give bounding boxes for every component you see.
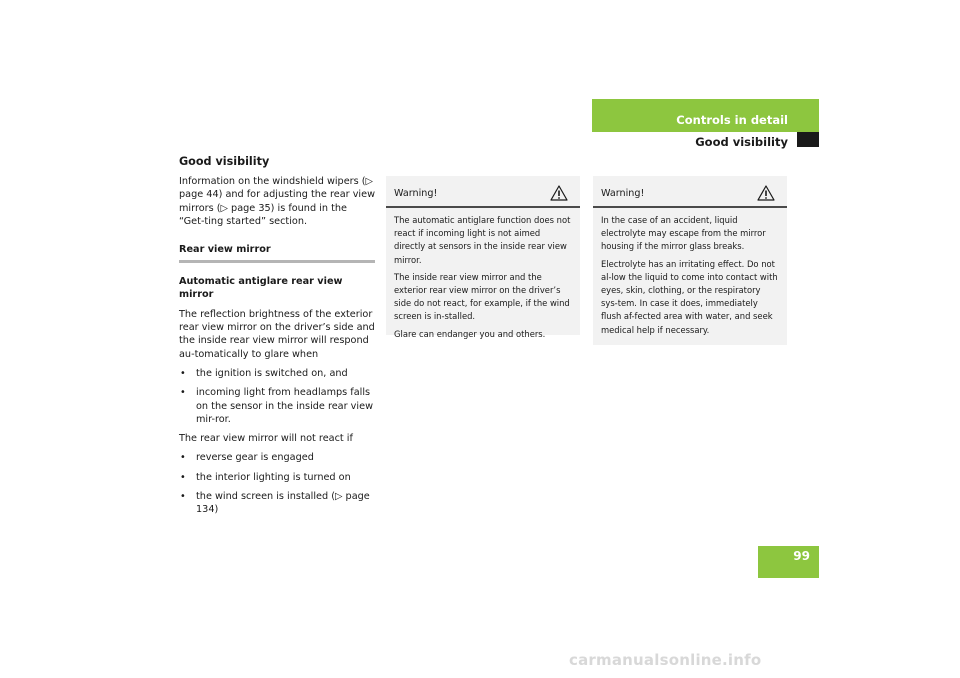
bullet: • [180, 491, 186, 503]
list-item [179, 367, 375, 380]
warning-paragraph: The automatic antiglare function does not react if incoming light is not aimed directly at sensors in the inside rear view mirror. [394, 215, 571, 265]
main-text-column [179, 155, 375, 523]
paragraph-no-react: The rear view mirror will not react if [179, 433, 353, 445]
warning-paragraph: Electrolyte has an irritating effect. Do not al-low the liquid to come into contact with eyes, skin, clothing, or the respiratory sys-tem. In case it does, immediately flush af-fected area with water, and seek medical help if necessary. [601, 258, 778, 335]
warning-triangle-icon [550, 185, 568, 201]
section-title-header: Good visibility [695, 135, 788, 149]
subheading-rear-view-mirror: Rear view mirror [179, 244, 271, 256]
page-number: 99 [793, 549, 810, 563]
warning-body [386, 208, 580, 353]
chapter-title: Controls in detail [676, 113, 788, 127]
list-item-text: the ignition is switched on, and [196, 367, 348, 379]
list-item-text: incoming light from headlamps falls on the sensor in the inside rear view mir-ror. [196, 387, 373, 425]
list-conditions [179, 367, 375, 426]
bullet: • [180, 367, 186, 379]
footer-watermark: carmanualsonline.info [569, 651, 762, 669]
list-item [179, 451, 375, 464]
list-item [179, 471, 375, 484]
bullet: • [180, 452, 186, 464]
bullet: • [180, 471, 186, 483]
list-item [179, 386, 375, 426]
warning-paragraph: The inside rear view mirror and the exterior rear view mirror on the driver’s side do not react, for example, if the wind screen is in-stalled. [394, 271, 570, 322]
subheading-rule [179, 260, 375, 263]
list-item-text: the wind screen is installed (▷ page 134) [196, 491, 370, 516]
warning-body [593, 208, 787, 349]
warning-paragraph: In the case of an accident, liquid electrolyte may escape from the mirror housing if the mirror glass breaks. [601, 215, 766, 252]
intro-paragraph: Information on the windshield wipers (▷ page 44) and for adjusting the rear view mirrors (▷ page 35) is found in the “Get-ting started” section. [179, 176, 376, 227]
list-exceptions [179, 451, 375, 516]
warning-header [593, 176, 787, 208]
warning-title: Warning! [394, 188, 438, 199]
warning-triangle-icon [757, 185, 775, 201]
warning-box-electrolyte [593, 176, 787, 345]
header-marker-block [797, 132, 819, 147]
list-item-text: reverse gear is engaged [196, 452, 314, 464]
subheading-antiglare: Automatic antiglare rear view mirror [179, 276, 343, 301]
warning-title: Warning! [601, 188, 645, 199]
list-item-text: the interior lighting is turned on [196, 471, 351, 483]
list-item [179, 490, 375, 517]
warning-paragraph: Glare can endanger you and others. [394, 328, 546, 339]
paragraph-glare: The reflection brightness of the exterior rear view mirror on the driver’s side and the inside rear view mirror will respond au-tomatically to glare when [179, 308, 375, 360]
section-heading: Good visibility [179, 155, 270, 168]
bullet: • [180, 387, 186, 399]
warning-header [386, 176, 580, 208]
warning-box-antiglare [386, 176, 580, 339]
